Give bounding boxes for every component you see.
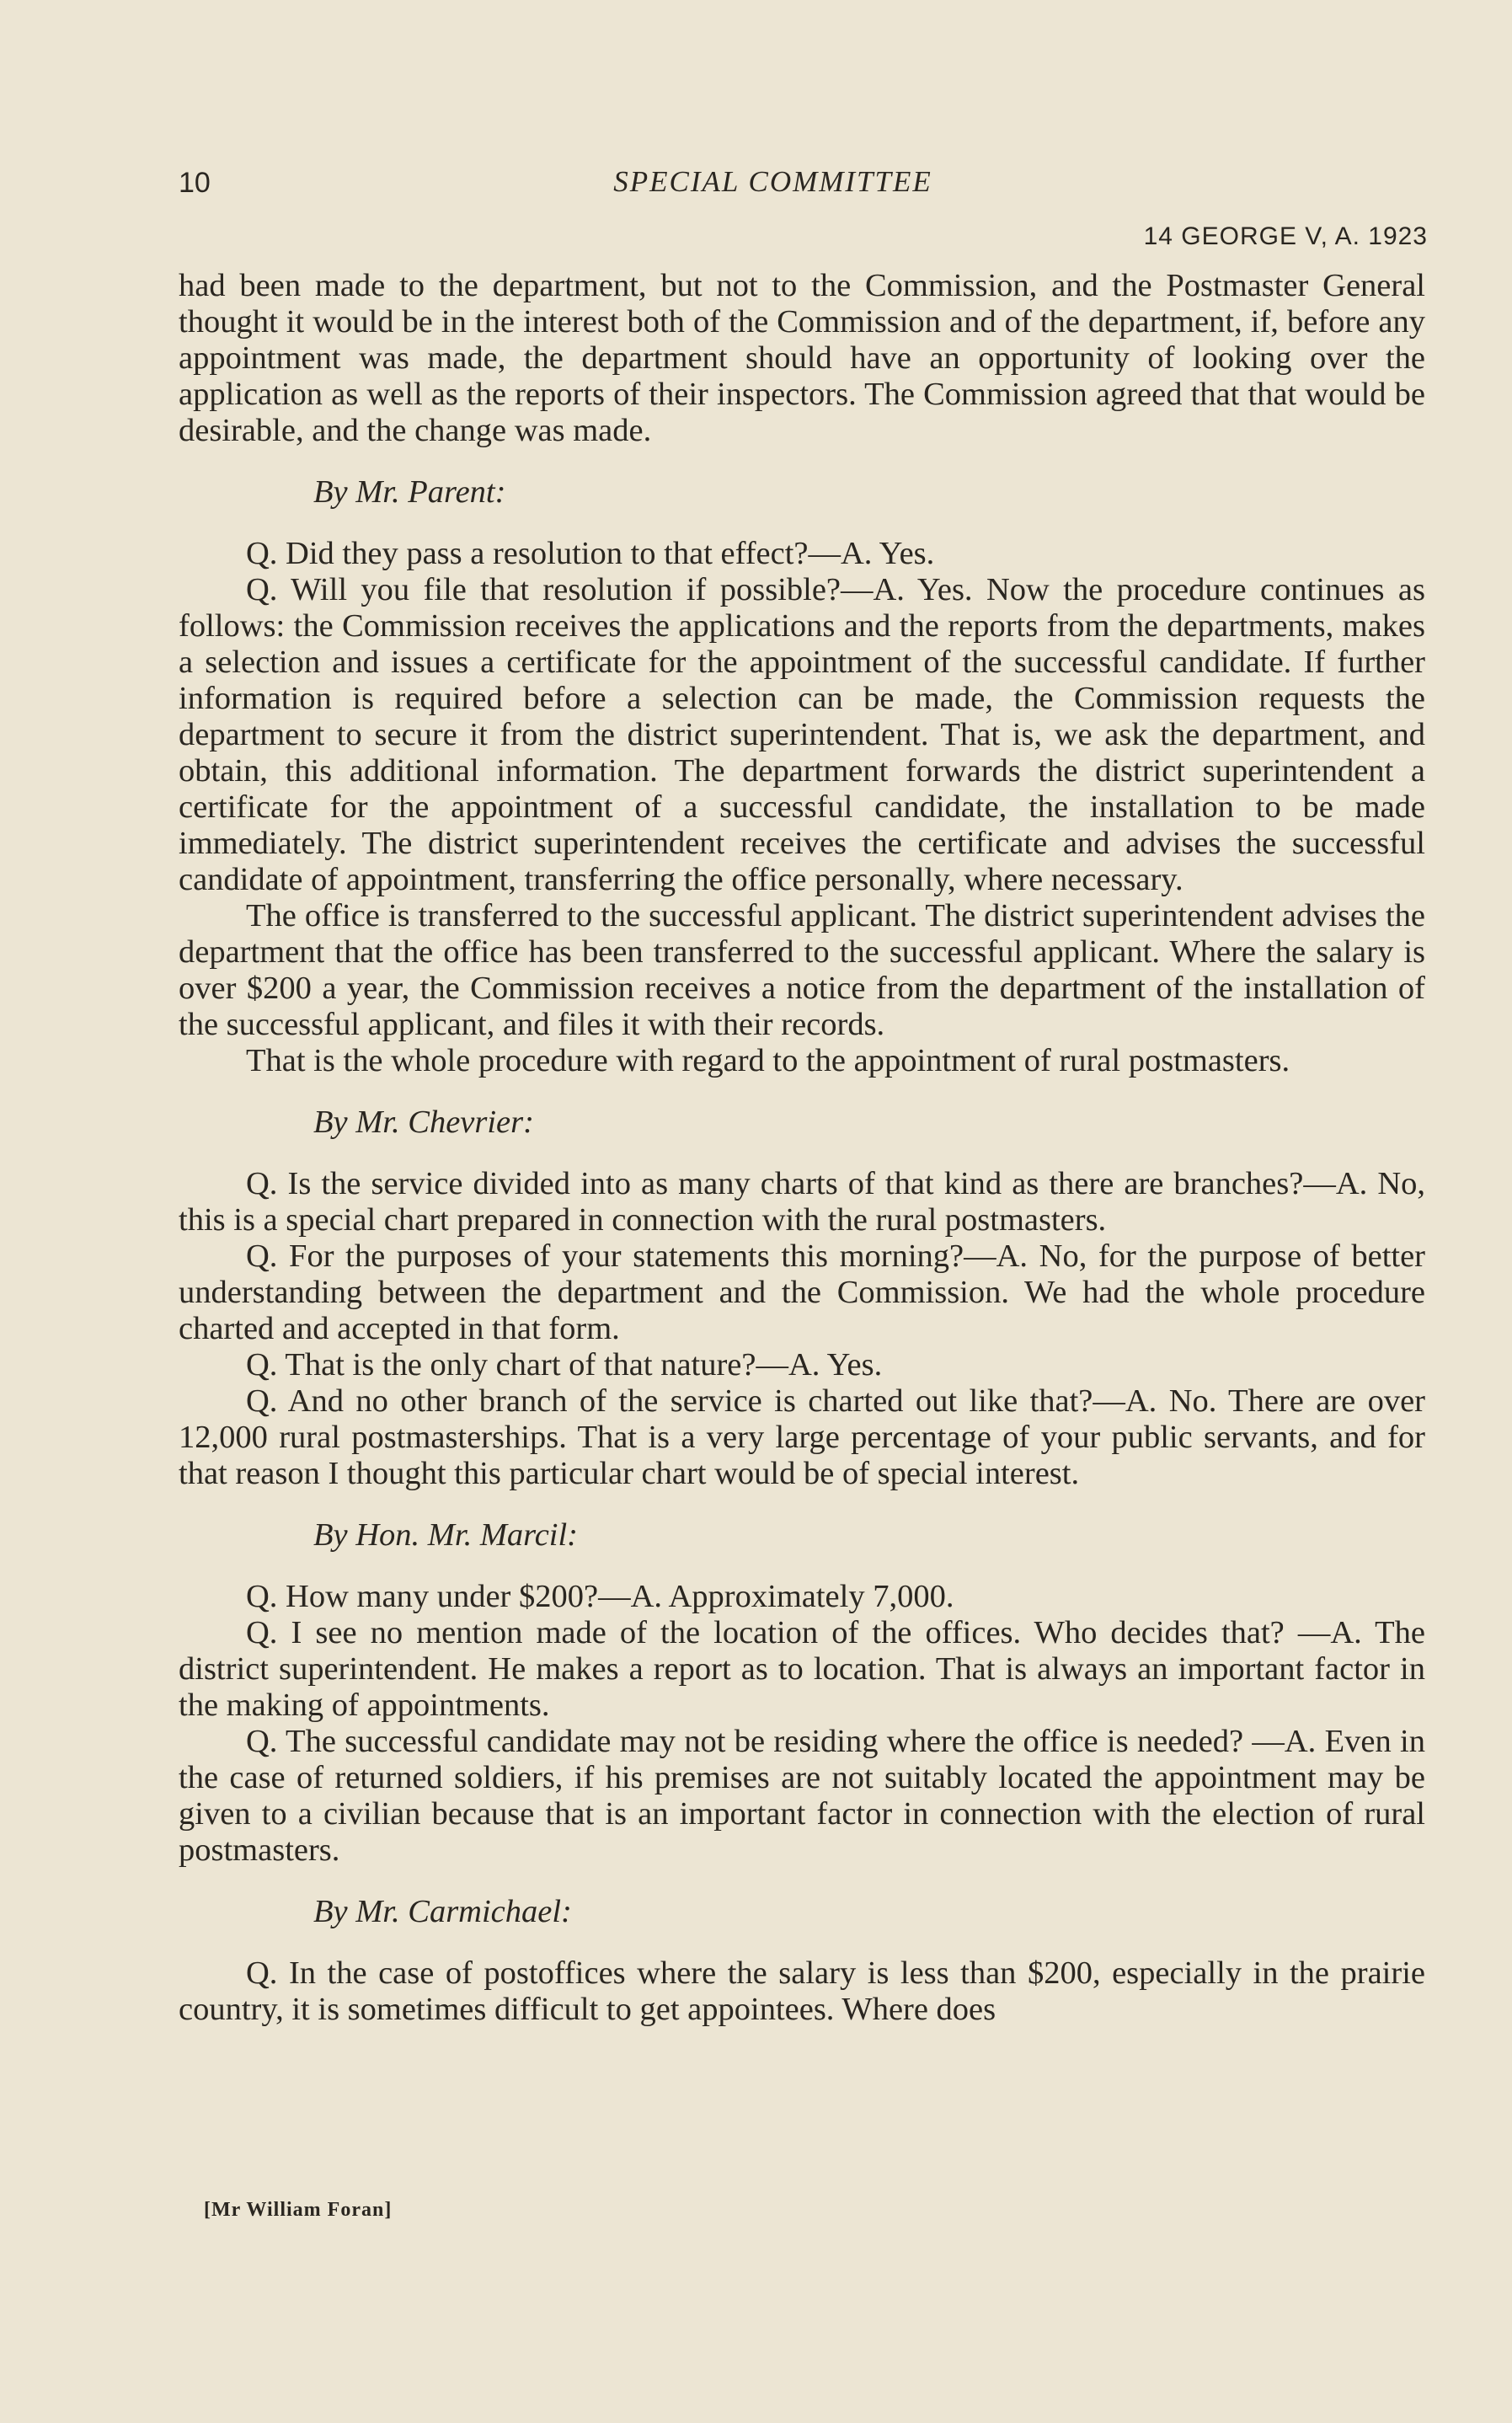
speaker-heading: By Mr. Parent:	[313, 474, 506, 510]
paragraph: Q. And no other branch of the service is charted out like that?—A. No. There are over 12,000 rural postmasterships. That is a very large percentage of your public servants, and for that reason I thought this particular chart would be of special interest.	[179, 1383, 1425, 1491]
paragraph: Q. How many under $200?—A. Approximately 7,000.	[246, 1579, 954, 1614]
speaker-heading: By Mr. Carmichael:	[313, 1894, 572, 1929]
speaker-heading: By Hon. Mr. Marcil:	[313, 1517, 578, 1553]
body-text	[179, 268, 1425, 2028]
paragraph: Q. For the purposes of your statements this morning?—A. No, for the purpose of better understanding between the department and the Commission. We had the whole procedure charted and accepted in that form.	[179, 1238, 1425, 1346]
paragraph: Q. That is the only chart of that nature?—A. Yes.	[246, 1347, 883, 1383]
paragraph: Q. Did they pass a resolution to that effect?—A. Yes.	[246, 536, 935, 571]
paragraph: Q. In the case of postoffices where the salary is less than $200, especially in the prairie country, it is sometimes difficult to get appointees. Where does	[179, 1955, 1425, 2027]
paragraph: Q. Will you file that resolution if possible?—A. Yes. Now the procedure continues as follows: the Commission receives the applications and the reports from the departments, makes a selection and issues a certificate for the appointment of the successful candidate. If further information is required before a selection can be made, the Commission requests the department to secure it from the district superintendent. That is, we ask the department, and obtain, this additional information. The department forwards the district superintendent a certificate for the appointment of a successful candidate, the installation to be made immediately. The district superintendent receives the certificate and advises the successful candidate of appointment, transferring the office personally, where necessary.	[179, 572, 1425, 897]
paragraph: Q. Is the service divided into as many charts of that kind as there are branches?—A. No, this is a special chart prepared in connection with the rural postmasters.	[179, 1166, 1425, 1238]
paragraph: Q. I see no mention made of the location of the offices. Who decides that? —A. The district superintendent. He makes a report as to location. That is always an important factor in the making of appointments.	[179, 1615, 1425, 1723]
session-reference: 14 GEORGE V, A. 1923	[1143, 222, 1428, 250]
running-head: SPECIAL COMMITTEE	[613, 165, 932, 198]
paragraph: had been made to the department, but not to the Commission, and the Postmaster General thought it would be in the interest both of the Commission and of the department, if, before any appointment was made, the department should have an opportunity of looking over the application as well as the reports of their inspectors. The Commission agreed that that would be desirable, and the change was made.	[179, 268, 1425, 448]
paragraph: That is the whole procedure with regard to the appointment of rural postmasters.	[246, 1043, 1290, 1078]
page-number: 10	[179, 167, 211, 199]
speaker-heading: By Mr. Chevrier:	[313, 1105, 534, 1140]
paragraph: Q. The successful candidate may not be residing where the office is needed? —A. Even in the case of returned soldiers, if his premises are not suitably located the appointment may be given to a civilian because that is an important factor in connection with the election of rural postmasters.	[179, 1724, 1425, 1868]
footer-speaker-reference: [Mr William Foran]	[204, 2199, 393, 2221]
paragraph: The office is transferred to the successful applicant. The district superintendent advises the department that the office has been transferred to the successful applicant. Where the salary is over $200 a year, the Commission receives a notice from the department of the installation of the successful applicant, and files it with their records.	[179, 898, 1425, 1042]
